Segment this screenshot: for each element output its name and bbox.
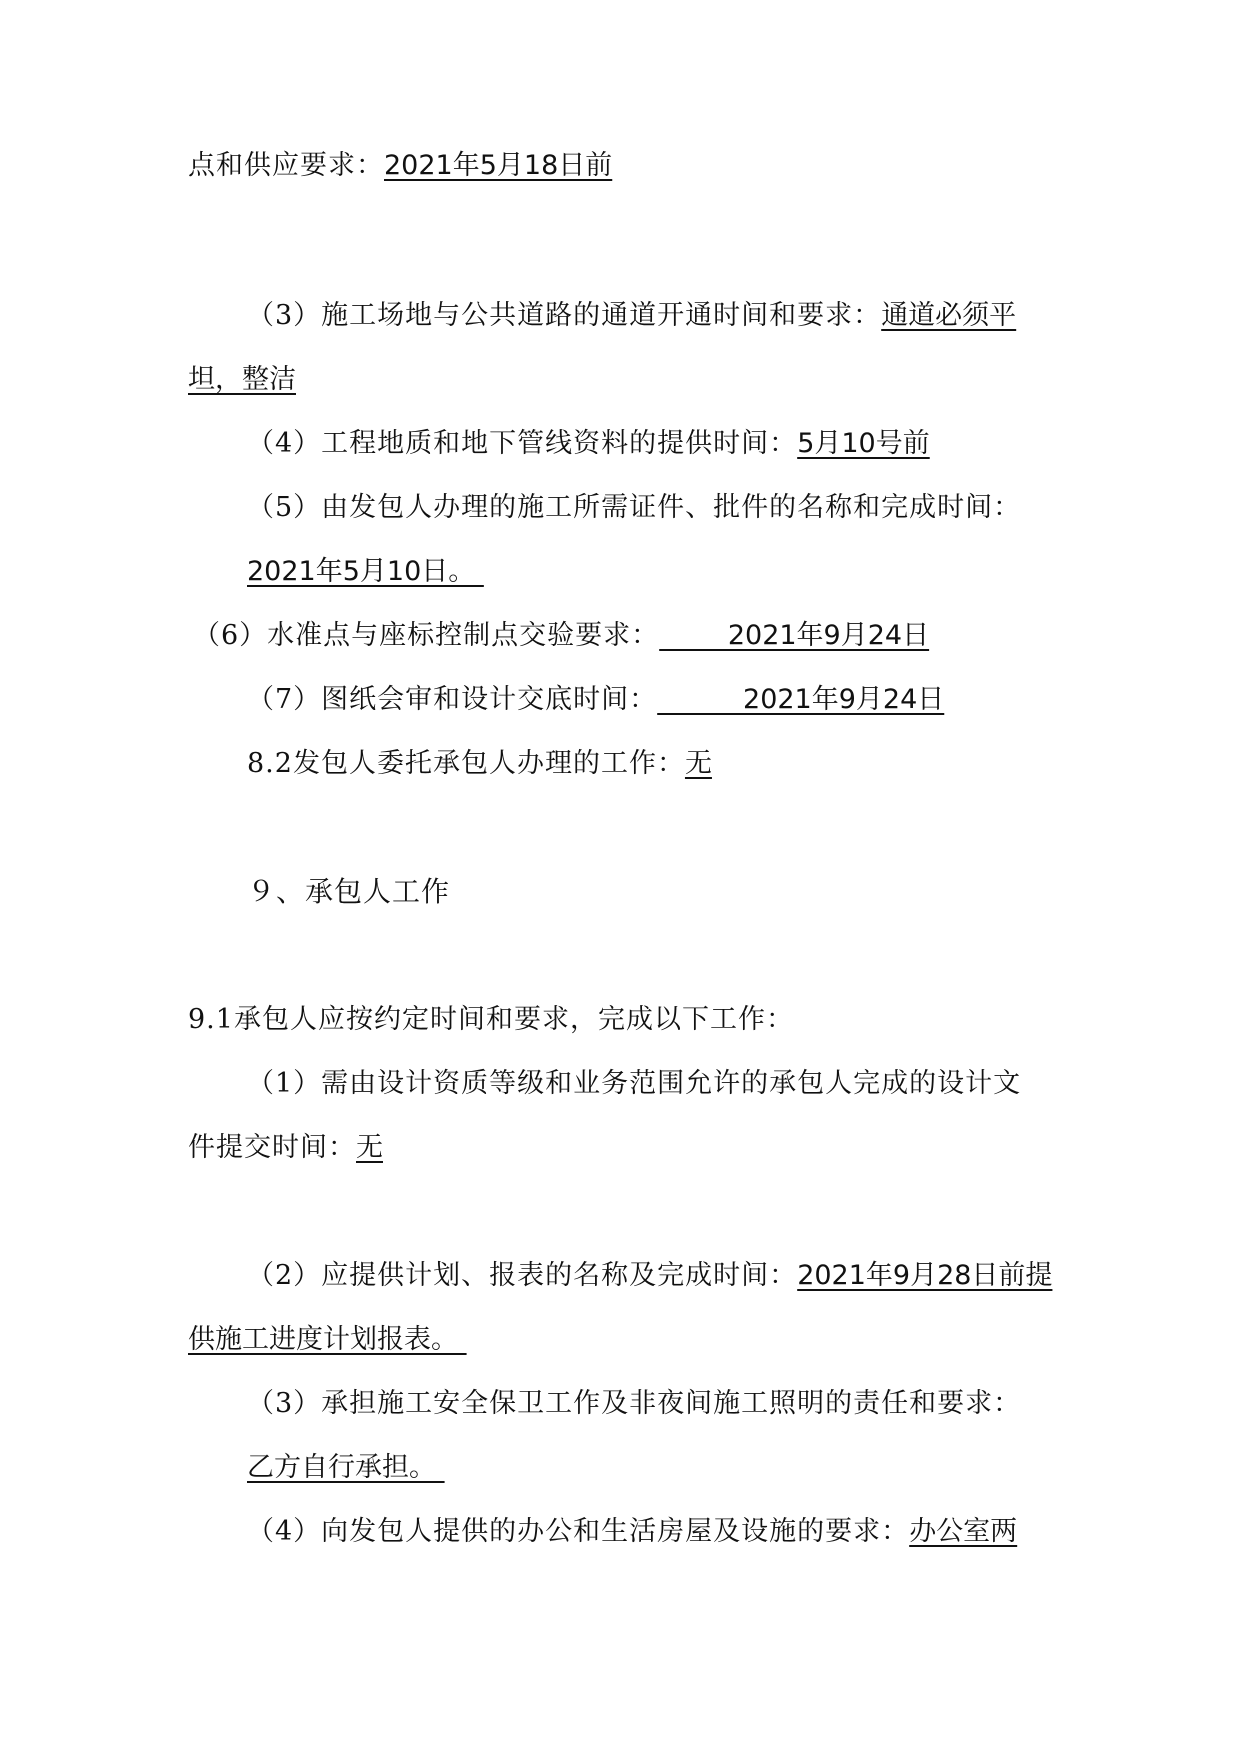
line-prefix: （7）图纸会审和设计交底时间：: [247, 684, 658, 715]
filled-value: 2021年5月18日前: [384, 150, 613, 181]
safety-security-line: [247, 1386, 1021, 1422]
filled-value: 乙方自行承担。: [247, 1452, 445, 1483]
line-prefix: （4）工程地质和地下管线资料的提供时间：: [247, 428, 798, 459]
line-prefix: （1）需由设计资质等级和业务范围允许的承包人完成的设计文: [247, 1068, 1022, 1099]
line-prefix: （2）应提供计划、报表的名称及完成时间：: [247, 1260, 798, 1291]
geology-data-line: [247, 426, 930, 462]
filled-value: 办公室两: [909, 1516, 1018, 1547]
design-documents-continued: [188, 1130, 383, 1166]
line-prefix: （6）水准点与座标控制点交验要求：: [193, 620, 660, 651]
drawing-review-line: [247, 682, 944, 718]
filled-value: 无: [356, 1132, 383, 1163]
entrusted-work-line: [247, 746, 712, 782]
section-heading: [247, 874, 450, 910]
filled-value: 坦，整洁: [188, 364, 296, 395]
line-prefix: （3）承担施工安全保卫工作及非夜间施工照明的责任和要求：: [247, 1388, 1022, 1419]
plans-reports-continued: [188, 1322, 467, 1358]
line-prefix: 件提交时间：: [188, 1132, 356, 1163]
site-road-access-continued: [188, 362, 296, 398]
filled-value: 通道必须平: [881, 300, 1017, 331]
filled-value: 5月10号前: [797, 428, 930, 459]
line-prefix: （5）由发包人办理的施工所需证件、批件的名称和完成时间：: [247, 492, 1022, 523]
line-prefix: （3）施工场地与公共道路的通道开通时间和要求：: [247, 300, 882, 331]
filled-value: 2021年5月10日。: [247, 556, 484, 587]
filled-value: 2021年9月24日: [659, 620, 930, 651]
benchmark-handover-line: [193, 618, 929, 654]
section-title: ９、承包人工作: [247, 875, 451, 908]
filled-value: 供施工进度计划报表。: [188, 1324, 467, 1355]
line-prefix: 9.1承包人应按约定时间和要求，完成以下工作：: [188, 1004, 794, 1035]
permits-line: [247, 490, 1021, 526]
permits-date-line: [247, 554, 484, 590]
line-prefix: 8.2发包人委托承包人办理的工作：: [247, 748, 685, 779]
contractor-duties-intro: [188, 1002, 794, 1038]
plans-reports-line: [247, 1258, 1052, 1294]
line-prefix: 点和供应要求：: [188, 150, 384, 181]
filled-value: 2021年9月24日: [657, 684, 945, 715]
line-prefix: （4）向发包人提供的办公和生活房屋及设施的要求：: [247, 1516, 910, 1547]
safety-security-value: [247, 1450, 445, 1486]
supply-requirement-line: [188, 148, 612, 184]
design-documents-line: [247, 1066, 1021, 1102]
office-facilities-line: [247, 1514, 1017, 1550]
filled-value: 无: [684, 748, 712, 779]
site-road-access-line: [247, 298, 1016, 334]
filled-value: 2021年9月28日前提: [797, 1260, 1053, 1291]
